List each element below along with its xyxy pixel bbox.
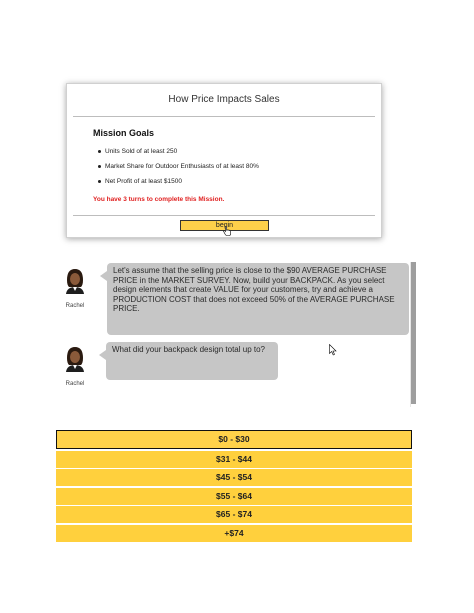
answer-option[interactable]: $45 - $54	[56, 469, 412, 486]
hand-pointer-icon	[223, 226, 231, 236]
goal-item: Net Profit of at least $1500	[105, 174, 259, 189]
speaker-name: Rachel	[65, 381, 85, 387]
begin-button[interactable]: begin	[180, 220, 269, 231]
goal-item: Market Share for Outdoor Enthusiasts of at least 80%	[105, 159, 259, 174]
mission-dialog	[66, 83, 382, 238]
turns-warning: You have 3 turns to complete this Mission.	[93, 196, 225, 203]
chat-scrollbar-thumb[interactable]	[411, 262, 416, 404]
mission-title: How Price Impacts Sales	[168, 94, 280, 105]
person-avatar-icon	[64, 268, 86, 294]
answer-option[interactable]: $65 - $74	[56, 506, 412, 523]
chat-message: What did your backpack design total up to?	[106, 342, 278, 380]
answer-list	[56, 430, 412, 543]
goal-list	[105, 144, 259, 189]
answer-option[interactable]: $55 - $64	[56, 488, 412, 505]
goals-heading: Mission Goals	[93, 128, 155, 138]
person-avatar-icon	[64, 346, 86, 372]
answer-option[interactable]: +$74	[56, 525, 412, 542]
arrow-cursor-icon	[329, 344, 337, 356]
chat-panel[interactable]	[56, 262, 418, 407]
chat-message: Let's assume that the selling price is close to the $90 AVERAGE PURCHASE PRICE in the MARKET SURVEY. Now, build your BACKPACK. As you select design elements that create VALUE for your customers, try and achieve a PRODUCTION COST that does not exceed 50% of the AVERAGE PURCHASE PRICE.	[107, 263, 409, 335]
speaker-name: Rachel	[65, 303, 85, 309]
answer-option[interactable]: $31 - $44	[56, 451, 412, 468]
divider	[73, 116, 375, 117]
goal-item: Units Sold of at least 250	[105, 144, 259, 159]
divider	[73, 215, 375, 216]
answer-option[interactable]: $0 - $30	[56, 430, 412, 449]
